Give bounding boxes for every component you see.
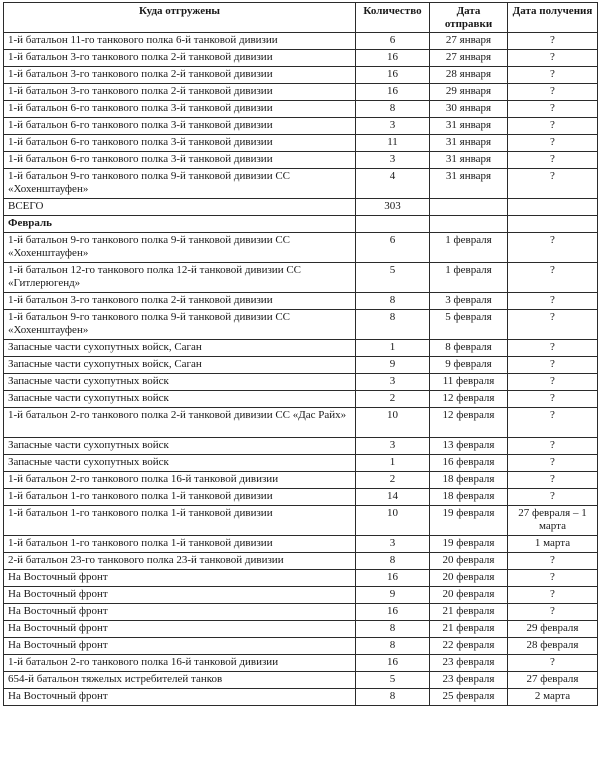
table-row — [4, 638, 598, 655]
received-date-cell: ? — [508, 101, 598, 118]
sent-date-cell: 18 февраля — [430, 489, 508, 506]
received-date-cell: ? — [508, 152, 598, 169]
table-row — [4, 438, 598, 455]
destination-cell: 1-й батальон 3-го танкового полка 2-й танковой дивизии — [4, 67, 356, 84]
received-date-cell: ? — [508, 604, 598, 621]
table-row — [4, 655, 598, 672]
table-row — [4, 84, 598, 101]
received-date-cell: ? — [508, 340, 598, 357]
received-date-cell: ? — [508, 263, 598, 293]
quantity-cell: 10 — [356, 506, 430, 536]
destination-cell: На Восточный фронт — [4, 570, 356, 587]
destination-cell: На Восточный фронт — [4, 638, 356, 655]
received-date-cell: ? — [508, 310, 598, 340]
received-date-cell: ? — [508, 374, 598, 391]
destination-cell: Февраль — [4, 216, 356, 233]
sent-date-cell: 30 января — [430, 101, 508, 118]
quantity-cell: 3 — [356, 152, 430, 169]
quantity-cell: 10 — [356, 408, 430, 438]
sent-date-cell: 20 февраля — [430, 587, 508, 604]
destination-cell: 1-й батальон 1-го танкового полка 1-й танковой дивизии — [4, 536, 356, 553]
sent-date-cell: 31 января — [430, 135, 508, 152]
received-date-cell — [508, 199, 598, 216]
sent-date-cell: 19 февраля — [430, 506, 508, 536]
header-sent-date: Дата отправки — [430, 3, 508, 33]
sent-date-cell: 23 февраля — [430, 672, 508, 689]
received-date-cell: 29 февраля — [508, 621, 598, 638]
quantity-cell: 16 — [356, 50, 430, 67]
quantity-cell: 3 — [356, 438, 430, 455]
received-date-cell: 27 февраля — [508, 672, 598, 689]
quantity-cell: 16 — [356, 604, 430, 621]
received-date-cell: ? — [508, 455, 598, 472]
sent-date-cell — [430, 199, 508, 216]
sent-date-cell: 31 января — [430, 169, 508, 199]
destination-cell: Запасные части сухопутных войск — [4, 438, 356, 455]
received-date-cell: ? — [508, 655, 598, 672]
destination-cell: Запасные части сухопутных войск, Саган — [4, 357, 356, 374]
sent-date-cell: 1 февраля — [430, 233, 508, 263]
quantity-cell: 4 — [356, 169, 430, 199]
table-row — [4, 506, 598, 536]
header-received-date: Дата получения — [508, 3, 598, 33]
destination-cell: 654-й батальон тяжелых истребителей танков — [4, 672, 356, 689]
destination-cell: 1-й батальон 6-го танкового полка 3-й танковой дивизии — [4, 135, 356, 152]
table-row — [4, 169, 598, 199]
sent-date-cell: 27 января — [430, 50, 508, 67]
table-row — [4, 357, 598, 374]
destination-cell: Запасные части сухопутных войск — [4, 374, 356, 391]
sent-date-cell: 23 февраля — [430, 655, 508, 672]
received-date-cell: 2 марта — [508, 689, 598, 706]
destination-cell: 1-й батальон 6-го танкового полка 3-й танковой дивизии — [4, 101, 356, 118]
received-date-cell: ? — [508, 391, 598, 408]
header-quantity: Количество — [356, 3, 430, 33]
sent-date-cell: 20 февраля — [430, 570, 508, 587]
sent-date-cell: 19 февраля — [430, 536, 508, 553]
quantity-cell: 6 — [356, 33, 430, 50]
destination-cell: 1-й батальон 9-го танкового полка 9-й танковой дивизии СС «Хохенштауфен» — [4, 310, 356, 340]
destination-cell: 1-й батальон 3-го танкового полка 2-й танковой дивизии — [4, 293, 356, 310]
quantity-cell: 2 — [356, 391, 430, 408]
table-row — [4, 553, 598, 570]
quantity-cell: 8 — [356, 553, 430, 570]
received-date-cell: ? — [508, 553, 598, 570]
sent-date-cell: 28 января — [430, 67, 508, 84]
quantity-cell: 8 — [356, 689, 430, 706]
quantity-cell: 16 — [356, 570, 430, 587]
sent-date-cell: 16 февраля — [430, 455, 508, 472]
table-row — [4, 408, 598, 438]
table-row — [4, 536, 598, 553]
table-row — [4, 374, 598, 391]
quantity-cell: 8 — [356, 621, 430, 638]
sent-date-cell — [430, 216, 508, 233]
destination-cell: 1-й батальон 12-го танкового полка 12-й танковой дивизии СС «Гитлерюгенд» — [4, 263, 356, 293]
destination-cell: На Восточный фронт — [4, 621, 356, 638]
table-row — [4, 489, 598, 506]
sent-date-cell: 31 января — [430, 152, 508, 169]
destination-cell: 1-й батальон 1-го танкового полка 1-й танковой дивизии — [4, 506, 356, 536]
quantity-cell: 6 — [356, 233, 430, 263]
sent-date-cell: 22 февраля — [430, 638, 508, 655]
received-date-cell: 1 марта — [508, 536, 598, 553]
destination-cell: На Восточный фронт — [4, 587, 356, 604]
table-row — [4, 455, 598, 472]
destination-cell: 2-й батальон 23-го танкового полка 23-й танковой дивизии — [4, 553, 356, 570]
sent-date-cell: 13 февраля — [430, 438, 508, 455]
received-date-cell: ? — [508, 472, 598, 489]
received-date-cell: ? — [508, 33, 598, 50]
table-row — [4, 263, 598, 293]
table-row — [4, 50, 598, 67]
table-row — [4, 101, 598, 118]
received-date-cell: ? — [508, 67, 598, 84]
table-row — [4, 570, 598, 587]
table-row — [4, 587, 598, 604]
destination-cell: 1-й батальон 6-го танкового полка 3-й танковой дивизии — [4, 152, 356, 169]
destination-cell: 1-й батальон 1-го танкового полка 1-й танковой дивизии — [4, 489, 356, 506]
table-row — [4, 340, 598, 357]
destination-cell: 1-й батальон 9-го танкового полка 9-й танковой дивизии СС «Хохенштауфен» — [4, 169, 356, 199]
sent-date-cell: 9 февраля — [430, 357, 508, 374]
destination-cell: На Восточный фронт — [4, 689, 356, 706]
table-row — [4, 621, 598, 638]
received-date-cell: ? — [508, 233, 598, 263]
table-row — [4, 67, 598, 84]
quantity-cell: 8 — [356, 638, 430, 655]
table-row — [4, 293, 598, 310]
destination-cell: 1-й батальон 3-го танкового полка 2-й танковой дивизии — [4, 50, 356, 67]
quantity-cell: 9 — [356, 587, 430, 604]
quantity-cell: 1 — [356, 455, 430, 472]
received-date-cell: 28 февраля — [508, 638, 598, 655]
destination-cell: Запасные части сухопутных войск — [4, 455, 356, 472]
table-row — [4, 310, 598, 340]
sent-date-cell: 27 января — [430, 33, 508, 50]
sent-date-cell: 11 февраля — [430, 374, 508, 391]
quantity-cell: 8 — [356, 293, 430, 310]
received-date-cell: ? — [508, 50, 598, 67]
received-date-cell — [508, 216, 598, 233]
quantity-cell: 5 — [356, 263, 430, 293]
quantity-cell: 9 — [356, 357, 430, 374]
sent-date-cell: 31 января — [430, 118, 508, 135]
table-row — [4, 118, 598, 135]
sent-date-cell: 20 февраля — [430, 553, 508, 570]
sent-date-cell: 12 февраля — [430, 391, 508, 408]
destination-cell: ВСЕГО — [4, 199, 356, 216]
sent-date-cell: 21 февраля — [430, 604, 508, 621]
received-date-cell: ? — [508, 357, 598, 374]
received-date-cell: 27 февраля – 1 марта — [508, 506, 598, 536]
received-date-cell: ? — [508, 118, 598, 135]
sent-date-cell: 21 февраля — [430, 621, 508, 638]
destination-cell: На Восточный фронт — [4, 604, 356, 621]
received-date-cell: ? — [508, 408, 598, 438]
table-row — [4, 689, 598, 706]
received-date-cell: ? — [508, 587, 598, 604]
quantity-cell: 8 — [356, 310, 430, 340]
received-date-cell: ? — [508, 84, 598, 101]
table-row — [4, 604, 598, 621]
sent-date-cell: 18 февраля — [430, 472, 508, 489]
received-date-cell: ? — [508, 570, 598, 587]
quantity-cell: 2 — [356, 472, 430, 489]
quantity-cell: 5 — [356, 672, 430, 689]
sent-date-cell: 29 января — [430, 84, 508, 101]
sent-date-cell: 3 февраля — [430, 293, 508, 310]
table-row — [4, 672, 598, 689]
received-date-cell: ? — [508, 489, 598, 506]
destination-cell: 1-й батальон 3-го танкового полка 2-й танковой дивизии — [4, 84, 356, 101]
shipments-table — [3, 2, 598, 706]
received-date-cell: ? — [508, 438, 598, 455]
destination-cell: Запасные части сухопутных войск, Саган — [4, 340, 356, 357]
sent-date-cell: 25 февраля — [430, 689, 508, 706]
received-date-cell: ? — [508, 169, 598, 199]
quantity-cell: 16 — [356, 84, 430, 101]
destination-cell: 1-й батальон 6-го танкового полка 3-й танковой дивизии — [4, 118, 356, 135]
destination-cell: Запасные части сухопутных войск — [4, 391, 356, 408]
table-row — [4, 391, 598, 408]
header-destination: Куда отгружены — [4, 3, 356, 33]
table-row — [4, 472, 598, 489]
quantity-cell: 11 — [356, 135, 430, 152]
quantity-cell: 303 — [356, 199, 430, 216]
quantity-cell: 8 — [356, 101, 430, 118]
destination-cell: 1-й батальон 2-го танкового полка 16-й танковой дивизии — [4, 472, 356, 489]
quantity-cell: 1 — [356, 340, 430, 357]
quantity-cell: 16 — [356, 655, 430, 672]
quantity-cell: 3 — [356, 536, 430, 553]
quantity-cell — [356, 216, 430, 233]
sent-date-cell: 8 февраля — [430, 340, 508, 357]
destination-cell: 1-й батальон 2-го танкового полка 16-й танковой дивизии — [4, 655, 356, 672]
received-date-cell: ? — [508, 135, 598, 152]
sent-date-cell: 12 февраля — [430, 408, 508, 438]
destination-cell: 1-й батальон 9-го танкового полка 9-й танковой дивизии СС «Хохенштауфен» — [4, 233, 356, 263]
sent-date-cell: 1 февраля — [430, 263, 508, 293]
table-row — [4, 152, 598, 169]
table-row — [4, 233, 598, 263]
table-row — [4, 33, 598, 50]
sent-date-cell: 5 февраля — [430, 310, 508, 340]
quantity-cell: 3 — [356, 118, 430, 135]
table-row — [4, 135, 598, 152]
header-row — [4, 3, 598, 33]
destination-cell: 1-й батальон 2-го танкового полка 2-й танковой дивизии СС «Дас Райх» — [4, 408, 356, 438]
quantity-cell: 14 — [356, 489, 430, 506]
total-row — [4, 199, 598, 216]
quantity-cell: 3 — [356, 374, 430, 391]
section-row-february — [4, 216, 598, 233]
quantity-cell: 16 — [356, 67, 430, 84]
received-date-cell: ? — [508, 293, 598, 310]
destination-cell: 1-й батальон 11-го танкового полка 6-й танковой дивизии — [4, 33, 356, 50]
